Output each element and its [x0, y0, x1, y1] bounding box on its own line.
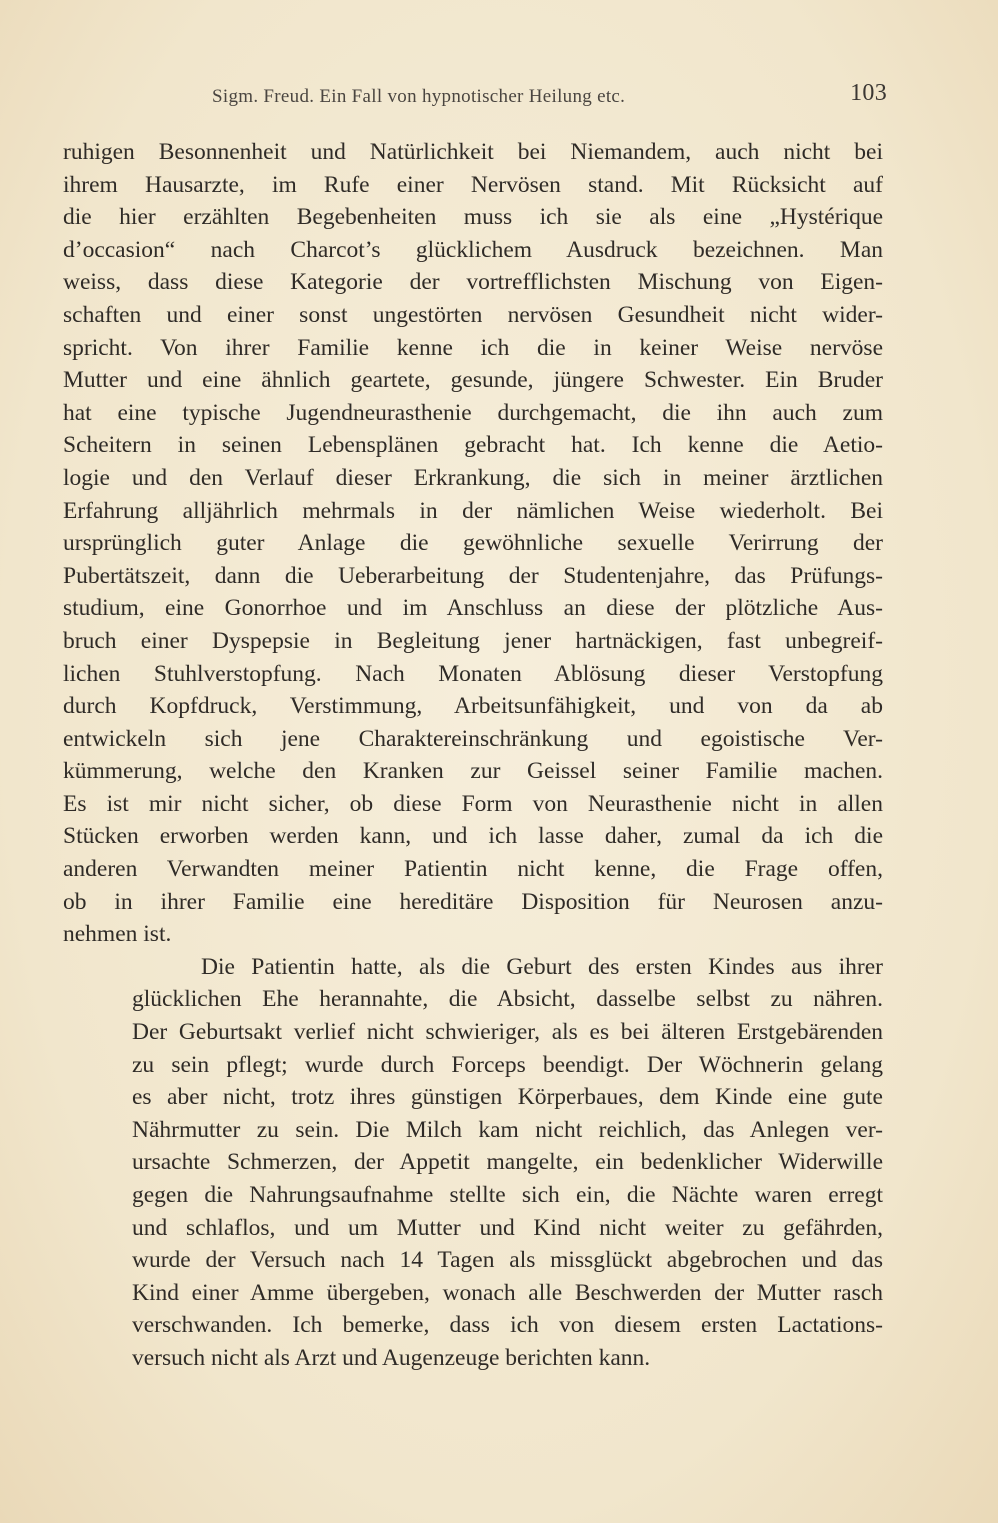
text-line: durch Kopfdruck, Verstimmung, Arbeitsunfähigkeit, und von da ab [63, 693, 883, 720]
text-line: Stücken erworben werden kann, und ich lasse daher, zumal da ich die [63, 823, 883, 850]
text-line: ihrem Hausarzte, im Rufe einer Nervösen stand. Mit Rücksicht auf [63, 171, 883, 198]
body-text [63, 136, 883, 1375]
text-line: wurde der Versuch nach 14 Tagen als missglückt abgebrochen und das [132, 1247, 883, 1274]
text-line: versuch nicht als Arzt und Augenzeuge berichten kann. [132, 1344, 651, 1371]
text-line: gegen die Nahrungsaufnahme stellte sich ein, die Nächte waren erregt [132, 1182, 883, 1208]
text-line: schaften und einer sonst ungestörten nervösen Gesundheit nicht wider- [63, 301, 883, 328]
page-number: 103 [850, 80, 887, 106]
text-line: entwickeln sich jene Charaktereinschränkung und egoistische Ver- [63, 725, 883, 752]
text-line: Mutter und eine ähnlich geartete, gesunde, jüngere Schwester. Ein Bruder [63, 367, 883, 394]
text-line: Erfahrung alljährlich mehrmals in der nämlichen Weise wiederholt. Bei [63, 497, 883, 524]
text-line: kümmerung, welche den Kranken zur Geissel seiner Familie machen. [63, 758, 883, 785]
text-line: Kind einer Amme übergeben, wonach alle Beschwerden der Mutter rasch [132, 1279, 883, 1306]
text-line: ursachte Schmerzen, der Appetit mangelte, ein bedenklicher Widerwille [132, 1149, 883, 1176]
text-line: ursprünglich guter Anlage die gewöhnliche sexuelle Verirrung der [63, 530, 883, 557]
text-line: lichen Stuhlverstopfung. Nach Monaten Ablösung dieser Verstopfung [63, 660, 883, 687]
text-line: studium, eine Gonorrhoe und im Anschluss an diese der plötzliche Aus- [63, 595, 883, 622]
text-line: zu sein pflegt; wurde durch Forceps beendigt. Der Wöchnerin gelang [132, 1051, 883, 1078]
text-line: weiss, dass diese Kategorie der vortrefflichsten Mischung von Eigen- [63, 269, 883, 296]
text-line: Die Patientin hatte, als die Geburt des ersten Kindes aus ihrer [201, 953, 883, 980]
text-line: spricht. Von ihrer Familie kenne ich die in keiner Weise nervöse [63, 334, 883, 361]
text-line: anderen Verwandten meiner Patientin nicht kenne, die Frage offen, [63, 856, 883, 883]
text-line: Nährmutter zu sein. Die Milch kam nicht reichlich, das Anlegen ver- [132, 1116, 883, 1143]
text-line: logie und den Verlauf dieser Erkrankung, die sich in meiner ärztlichen [63, 464, 883, 491]
text-line: bruch einer Dyspepsie in Begleitung jener hartnäckigen, fast unbegreif- [63, 627, 883, 654]
text-line: Scheitern in seinen Lebensplänen gebracht hat. Ich kenne die Aetio- [63, 432, 883, 459]
paragraph-2 [63, 951, 883, 1375]
text-line: und schlaflos, und um Mutter und Kind nicht weiter zu gefährden, [132, 1214, 883, 1241]
text-line: Der Geburtsakt verlief nicht schwieriger, als es bei älteren Erstgebärenden [132, 1019, 883, 1046]
text-line: d’occasion“ nach Charcot’s glücklichem Ausdruck bezeichnen. Man [63, 236, 883, 263]
running-title: Sigm. Freud. Ein Fall von hypnotischer Heilung etc. [212, 86, 626, 107]
text-line: es aber nicht, trotz ihres günstigen Körperbaues, dem Kinde eine gute [132, 1084, 883, 1111]
paragraph-1 [63, 136, 883, 951]
text-line: ruhigen Besonnenheit und Natürlichkeit bei Niemandem, auch nicht bei [63, 139, 883, 165]
text-line: Pubertätszeit, dann die Ueberarbeitung der Studentenjahre, das Prüfungs- [63, 562, 883, 589]
text-line: nehmen ist. [63, 921, 172, 948]
text-line: hat eine typische Jugendneurasthenie durchgemacht, die ihn auch zum [63, 399, 883, 426]
text-line: die hier erzählten Begebenheiten muss ich sie als eine „Hystérique [63, 204, 883, 231]
text-line: ob in ihrer Familie eine hereditäre Disposition für Neurosen anzu- [63, 888, 883, 915]
text-line: Es ist mir nicht sicher, ob diese Form von Neurasthenie nicht in allen [63, 790, 883, 817]
text-line: glücklichen Ehe herannahte, die Absicht, dasselbe selbst zu nähren. [132, 986, 883, 1013]
text-line: verschwanden. Ich bemerke, dass ich von diesem ersten Lactations- [132, 1312, 883, 1339]
page-header [212, 80, 887, 116]
